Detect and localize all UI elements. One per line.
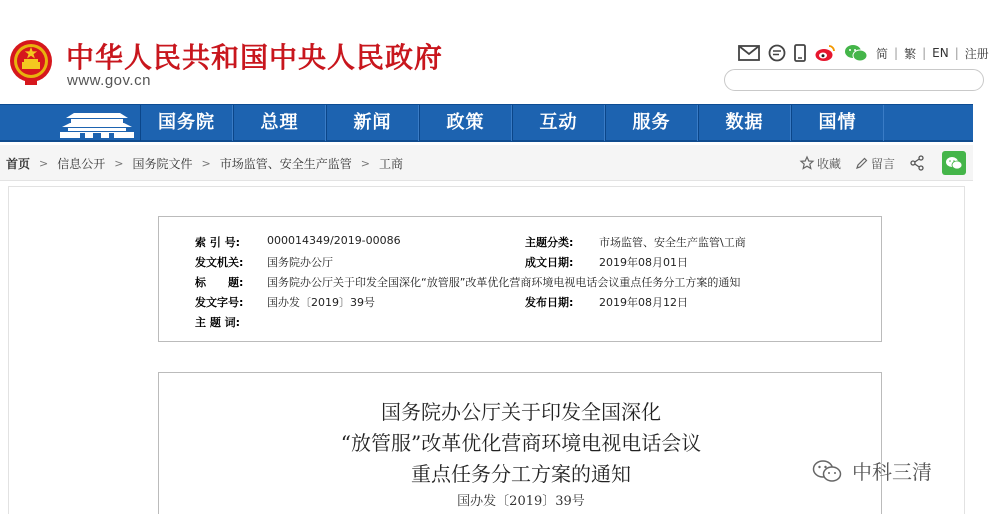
nav-item-state-council[interactable]: 国务院 [140,105,233,141]
wechat-icon[interactable] [844,44,868,62]
meta-row-keywords [195,314,267,330]
lang-simplified[interactable]: 简 [876,46,889,61]
nav-item-services[interactable]: 服务 [605,105,698,141]
mail-icon[interactable] [738,45,760,61]
meta-written-value: 2019年08月01日 [599,256,688,269]
page-actions [800,151,966,175]
site-header [0,0,989,104]
chevron-right-icon: > [39,157,49,170]
main-nav [0,104,973,142]
document-metadata [158,216,882,342]
breadcrumb [6,155,403,172]
watermark-text: 中科三清 [852,460,932,484]
chevron-right-icon: > [114,157,124,170]
breadcrumb-bar [0,145,973,181]
site-domain: www.gov.cn [67,72,151,89]
separator: | [922,46,927,60]
weibo-icon[interactable] [814,44,836,62]
lang-traditional[interactable]: 繁 [904,46,917,61]
register-link[interactable]: 注册 [964,46,989,61]
watermark [812,456,932,485]
meta-issuer-label: 发文机关: [195,256,244,269]
document-title-line-2: “放管服”改革优化营商环境电视电话会议 [340,431,702,455]
separator: | [954,46,959,60]
mobile-icon[interactable] [794,44,806,62]
comment-icon[interactable] [768,44,786,62]
separator: | [894,46,899,60]
nav-item-premier[interactable]: 总理 [233,105,326,141]
meta-index-value: 000014349/2019-00086 [267,234,401,247]
meta-title-value: 国务院办公厅关于印发全国深化“放管服”改革优化营商环境电视电话会议重点任务分工方案的通知 [267,276,741,289]
meta-title-label: 标 题: [195,276,244,289]
document-title [159,397,883,490]
comment-button[interactable] [855,155,895,172]
meta-published-label: 发布日期: [525,296,574,309]
breadcrumb-state-council-docs[interactable]: 国务院文件 [132,157,193,171]
favorite-button[interactable] [800,155,841,172]
meta-row-title [195,274,740,290]
meta-keywords-label: 主 题 词: [195,316,241,329]
star-icon [800,156,814,170]
meta-issuer-value: 国务院办公厅 [267,256,333,269]
national-emblem-icon[interactable] [8,38,54,86]
meta-row-docno [195,294,375,310]
nav-item-data[interactable]: 数据 [698,105,791,141]
meta-row-issuer [195,254,333,270]
pen-icon [855,157,868,170]
header-tools [738,42,989,64]
meta-index-label: 索 引 号: [195,236,241,249]
meta-written-label: 成文日期: [525,256,574,269]
breadcrumb-market-regulation[interactable]: 市场监管、安全生产监管 [219,157,352,171]
meta-topic-label: 主题分类: [525,236,574,249]
comment-label: 留言 [871,156,896,171]
nav-item-interaction[interactable]: 互动 [512,105,605,141]
chevron-right-icon: > [360,157,370,170]
meta-docno-label: 发文字号: [195,296,244,309]
wechat-share-button[interactable] [942,151,966,175]
meta-row-index [195,234,401,250]
share-icon [909,155,925,171]
nav-item-policy[interactable]: 政策 [419,105,512,141]
document-body [158,372,882,514]
meta-topic-value: 市场监管、安全生产监管\工商 [599,236,746,249]
search-input[interactable] [724,69,984,91]
nav-item-national[interactable]: 国情 [791,105,884,141]
share-button[interactable] [909,155,928,171]
nav-item-news[interactable]: 新闻 [326,105,419,141]
document-title-line-1: 国务院办公厅关于印发全国深化 [381,400,661,424]
meta-published-value: 2019年08月12日 [599,296,688,309]
tiananmen-icon[interactable] [58,109,136,139]
favorite-label: 收藏 [817,156,842,171]
nav-items [140,105,884,141]
breadcrumb-home[interactable]: 首页 [6,157,31,171]
site-title[interactable]: 中华人民共和国中央人民政府 [66,41,444,74]
breadcrumb-info-disclosure[interactable]: 信息公开 [57,157,106,171]
lang-english[interactable]: EN [932,46,949,60]
document-number: 国办发〔2019〕39号 [457,494,585,509]
document-title-line-3: 重点任务分工方案的通知 [411,462,631,486]
chevron-right-icon: > [201,157,211,170]
breadcrumb-commerce[interactable]: 工商 [378,157,403,171]
wechat-icon [945,156,963,170]
wechat-icon [812,459,842,483]
meta-docno-value: 国办发〔2019〕39号 [267,296,375,309]
